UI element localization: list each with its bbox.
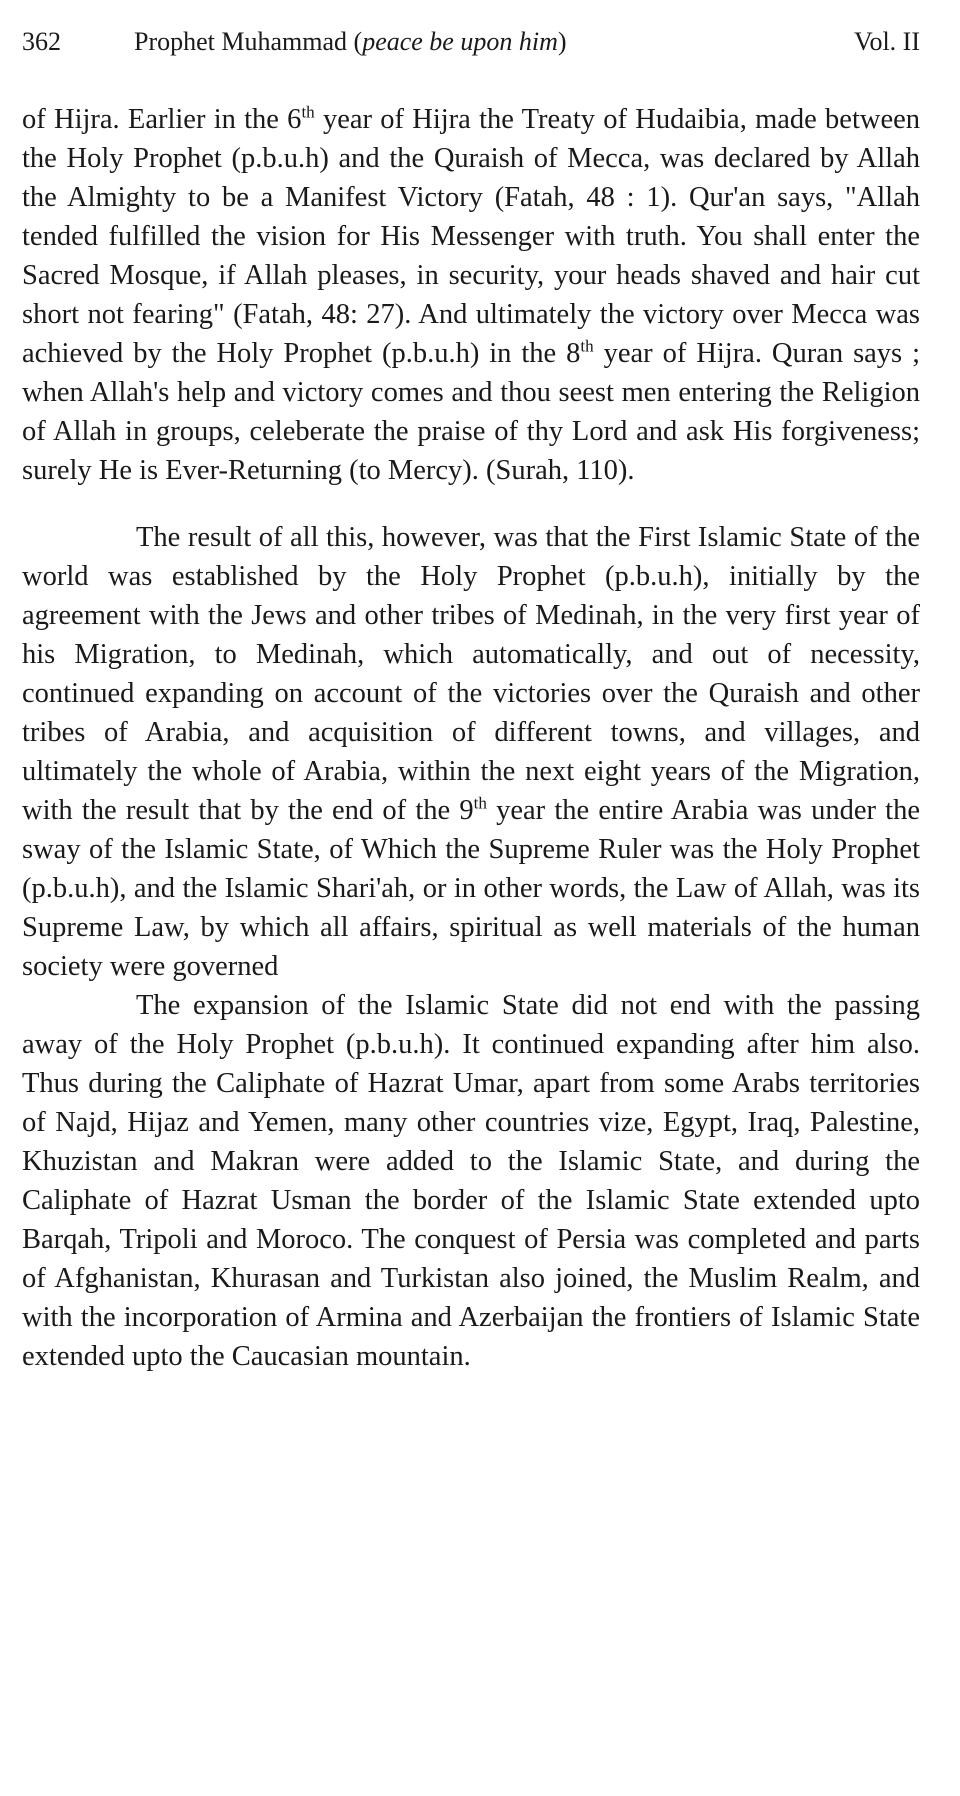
- paragraph-2-text-2: year the entire Arabia was under the sway of the Islamic State, of Which the Supreme Ruler was the Holy Prophet (p.b.u.h), and the Islamic Shari'ah, or in other words, the Law of Allah, was its Supreme Law, by which all affairs, spiritual as well materials of the human society were governed: [22, 795, 920, 982]
- page-body: [22, 100, 920, 1376]
- running-title-suffix: ): [557, 27, 567, 56]
- page-header: [22, 22, 920, 62]
- ordinal-suffix: th: [301, 102, 315, 122]
- volume-label: Vol. II: [854, 27, 920, 56]
- running-title-italic: peace be upon him: [362, 27, 558, 56]
- paragraph-1-text-2: year of Hijra the Treaty of Hudaibia, made between the Holy Prophet (p.b.u.h) and the Quraish of Mecca, was declared by Allah the Almighty to be a Manifest Victory (Fatah, 48 : 1). Qur'an says, "Allah tended fulfilled the vision for His Messenger with truth. You shall enter the Sacred Mosque, if Allah pleases, in security, your heads shaved and hair cut short not fearing" (Fatah, 48: 27). And ultimately the victory over Mecca was achieved by the Holy Prophet (p.b.u.h) in the 8: [22, 104, 920, 369]
- page-number: 362: [22, 27, 61, 56]
- paragraph-1-text-3: year of Hijra. Quran says ; when Allah's help and victory comes and thou seest men entering the Religion of Allah in groups, celeberate the praise of thy Lord and ask His forgiveness; surely He is Ever-Returning (to Mercy). (Surah, 110).: [22, 338, 921, 486]
- paragraph-1: [22, 100, 920, 490]
- ordinal-suffix: th: [580, 336, 594, 356]
- running-title-prefix: Prophet Muhammad (: [134, 27, 363, 56]
- paragraph-2: [22, 518, 920, 986]
- paragraph-3: [22, 986, 920, 1376]
- running-title: [134, 22, 567, 62]
- paragraph-2-text-1: The result of all this, however, was that the First Islamic State of the world was established by the Holy Prophet (p.b.u.h), initially by the agreement with the Jews and other tribes of Medinah, in the very first year of his Migration, to Medinah, which automatically, and out of necessity, continued expanding on account of the victories over the Quraish and other tribes of Arabia, and acquisition of different towns, and villages, and ultimately the whole of Arabia, within the next eight years of the Migration, with the result that by the end of the 9: [22, 522, 920, 826]
- ordinal-suffix: th: [473, 793, 487, 813]
- paragraph-3-text-1: The expansion of the Islamic State did not end with the passing away of the Holy Prophet (p.b.u.h). It continued expanding after him also. Thus during the Caliphate of Hazrat Umar, apart from some Arabs territories of Najd, Hijaz and Yemen, many other countries vize, Egypt, Iraq, Palestine, Khuzistan and Makran were added to the Islamic State, and during the Caliphate of Hazrat Usman the border of the Islamic State extended upto Barqah, Tripoli and Moroco. The conquest of Persia was completed and parts of Afghanistan, Khurasan and Turkistan also joined, the Muslim Realm, and with the incorporation of Armina and Azerbaijan the frontiers of Islamic State extended upto the Caucasian mountain.: [22, 990, 920, 1372]
- paragraph-1-text-1: of Hijra. Earlier in the 6: [22, 104, 302, 135]
